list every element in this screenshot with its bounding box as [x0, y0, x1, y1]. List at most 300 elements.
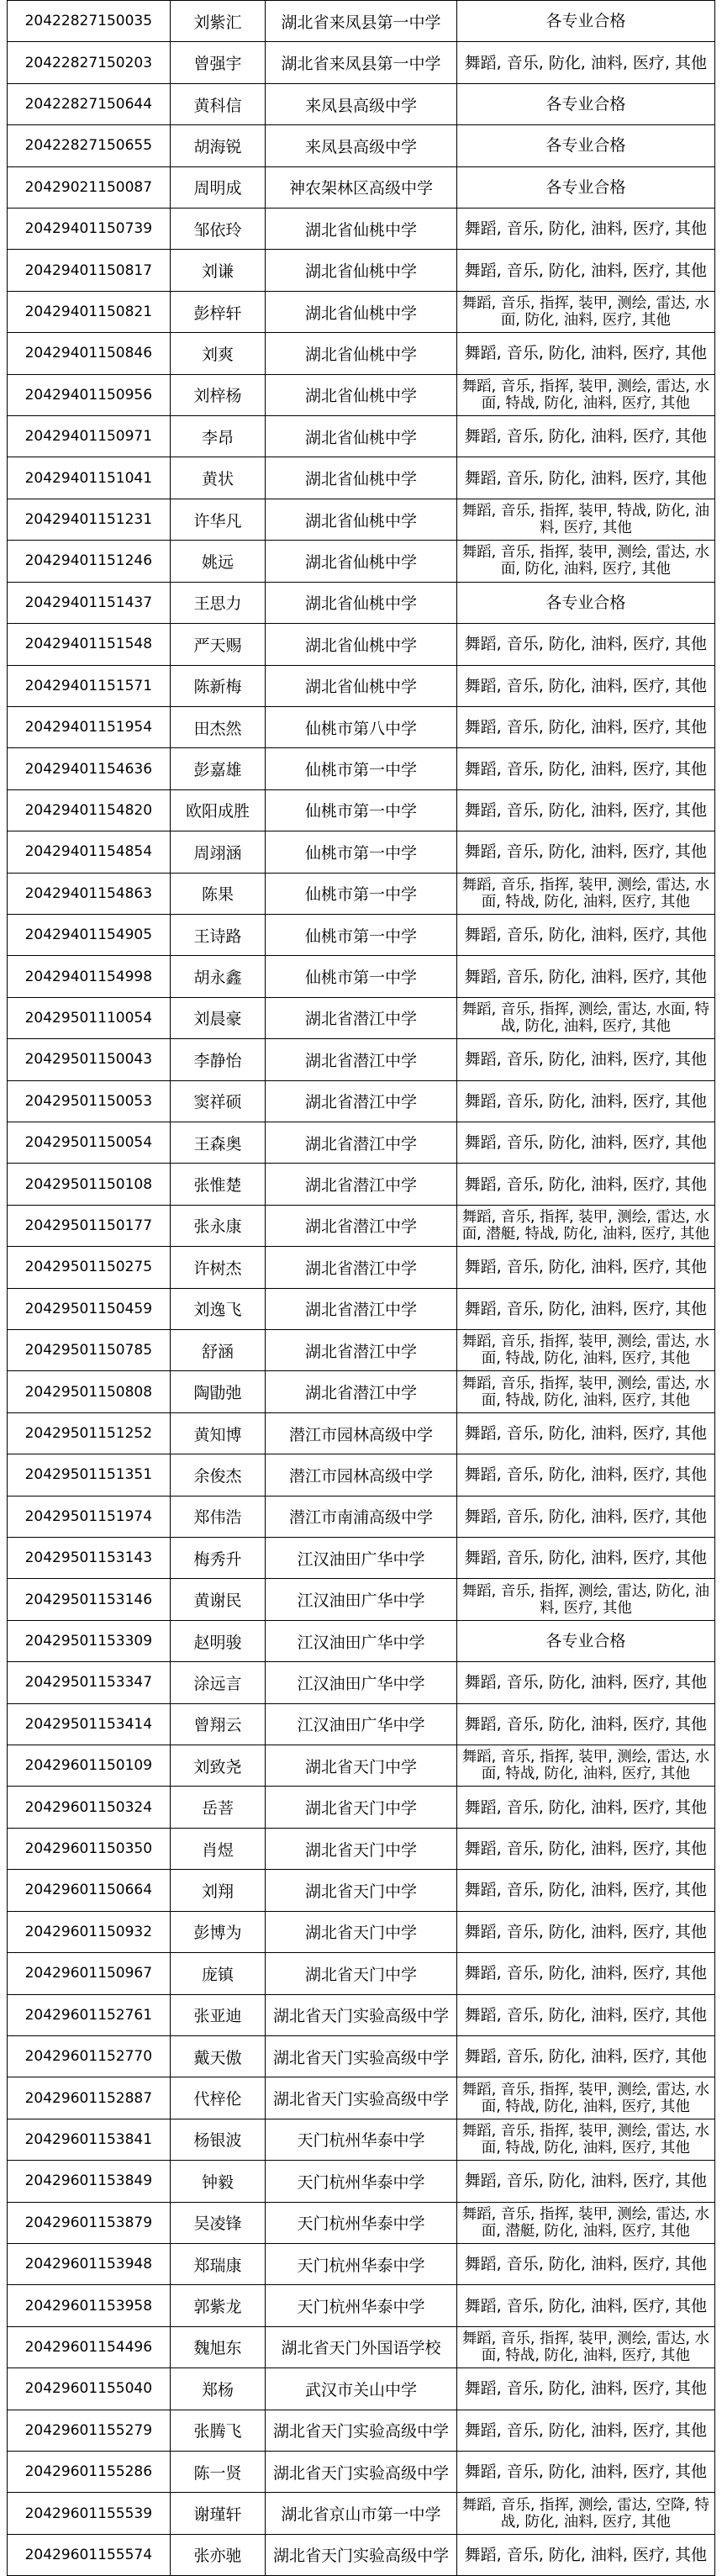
candidate-id-cell: 20429501150043: [8, 1039, 171, 1080]
candidate-id-cell: 20429501150785: [8, 1330, 171, 1371]
candidate-name-cell: 刘翔: [170, 1870, 266, 1911]
qualified-specialties-cell: 舞蹈, 音乐, 防化, 油料, 医疗, 其他: [456, 1122, 714, 1163]
table-row: [8, 42, 715, 83]
candidate-name-cell: 田杰然: [170, 706, 266, 747]
candidate-name-cell: 李静怡: [170, 1039, 266, 1080]
qualified-specialties-cell: 各专业合格: [456, 1, 714, 42]
table-row: [8, 83, 715, 124]
table-row: [8, 1039, 715, 1080]
qualified-specialties-cell: 舞蹈, 音乐, 防化, 油料, 医疗, 其他: [456, 1994, 714, 2035]
qualified-specialties-cell: 各专业合格: [456, 125, 714, 166]
candidate-id-cell: 20429021150087: [8, 166, 171, 208]
qualified-specialties-cell: 舞蹈, 音乐, 指挥, 装甲, 特战, 防化, 油料, 医疗, 其他: [456, 499, 714, 540]
candidate-name-cell: 谢瑾轩: [170, 2493, 266, 2534]
candidate-id-cell: 20429501150054: [8, 1122, 171, 1163]
candidate-name-cell: 涂远言: [170, 1662, 266, 1703]
candidate-name-cell: 刘爽: [170, 333, 266, 374]
school-cell: 湖北省仙桃中学: [266, 333, 456, 374]
table-row: [8, 209, 715, 250]
qualified-specialties-cell: 舞蹈, 音乐, 防化, 油料, 医疗, 其他: [456, 1288, 714, 1329]
table-row: [8, 2410, 715, 2451]
table-row: [8, 1538, 715, 1579]
candidate-name-cell: 刘致尧: [170, 1745, 266, 1787]
school-cell: 江汉油田广华中学: [266, 1703, 456, 1745]
qualified-specialties-cell: 舞蹈, 音乐, 指挥, 装甲, 测绘, 雷达, 水面, 潜艇, 防化, 油料, 医疗, 其他: [456, 2202, 714, 2243]
candidate-name-cell: 刘梓杨: [170, 374, 266, 415]
qualified-specialties-cell: 舞蹈, 音乐, 防化, 油料, 医疗, 其他: [456, 914, 714, 955]
candidate-name-cell: 陈一贤: [170, 2451, 266, 2492]
school-cell: 湖北省来凤县第一中学: [266, 1, 456, 42]
table-row: [8, 166, 715, 208]
school-cell: 湖北省仙桃中学: [266, 209, 456, 250]
school-cell: 湖北省潜江中学: [266, 997, 456, 1038]
candidate-id-cell: 20429601153841: [8, 2119, 171, 2160]
table-row: [8, 1412, 715, 1454]
candidate-name-cell: 舒涵: [170, 1330, 266, 1371]
table-row: [8, 2161, 715, 2202]
school-cell: 湖北省潜江中学: [266, 1080, 456, 1122]
qualified-specialties-cell: 舞蹈, 音乐, 指挥, 装甲, 测绘, 雷达, 水面, 特战, 防化, 油料, 医疗, 其他: [456, 873, 714, 914]
qualified-specialties-cell: 舞蹈, 音乐, 防化, 油料, 医疗, 其他: [456, 1538, 714, 1579]
candidate-id-cell: 20429401154636: [8, 748, 171, 789]
table-row: [8, 624, 715, 665]
qualified-specialties-cell: 舞蹈, 音乐, 指挥, 装甲, 测绘, 雷达, 水面, 潜艇, 特战, 防化, 油料, 医疗, 其他: [456, 1205, 714, 1246]
qualified-specialties-cell: 舞蹈, 音乐, 防化, 油料, 医疗, 其他: [456, 1703, 714, 1745]
candidate-id-cell: 20429501150808: [8, 1371, 171, 1412]
qualified-specialties-cell: 各专业合格: [456, 83, 714, 124]
school-cell: 湖北省潜江中学: [266, 1247, 456, 1288]
candidate-name-cell: 郑瑞康: [170, 2243, 266, 2284]
school-cell: 仙桃市第一中学: [266, 914, 456, 955]
school-cell: 湖北省天门中学: [266, 1911, 456, 1952]
school-cell: 仙桃市第一中学: [266, 789, 456, 831]
table-row: [8, 541, 715, 582]
qualified-specialties-cell: 舞蹈, 音乐, 指挥, 装甲, 测绘, 雷达, 水面, 特战, 防化, 油料, 医疗, 其他: [456, 374, 714, 415]
school-cell: 天门杭州华泰中学: [266, 2161, 456, 2202]
candidate-name-cell: 岳菩: [170, 1787, 266, 1828]
candidate-id-cell: 20429601153948: [8, 2243, 171, 2284]
candidate-name-cell: 许华凡: [170, 499, 266, 540]
school-cell: 湖北省天门中学: [266, 1870, 456, 1911]
candidate-id-cell: 20429601155040: [8, 2368, 171, 2410]
candidate-id-cell: 20429501150053: [8, 1080, 171, 1122]
candidate-name-cell: 周翊涵: [170, 831, 266, 873]
candidate-id-cell: 20422827150203: [8, 42, 171, 83]
table-row: [8, 1994, 715, 2035]
candidate-id-cell: 20422827150655: [8, 125, 171, 166]
school-cell: 湖北省天门外国语学校: [266, 2326, 456, 2367]
school-cell: 神农架林区高级中学: [266, 166, 456, 208]
candidate-name-cell: 李昂: [170, 416, 266, 457]
candidate-id-cell: 20429401154998: [8, 956, 171, 997]
qualified-specialties-cell: 舞蹈, 音乐, 防化, 油料, 医疗, 其他: [456, 1911, 714, 1952]
candidate-name-cell: 余俊杰: [170, 1454, 266, 1496]
qualified-specialties-cell: 舞蹈, 音乐, 指挥, 测绘, 雷达, 水面, 特战, 防化, 油料, 医疗, 其他: [456, 997, 714, 1038]
candidate-name-cell: 郑伟浩: [170, 1496, 266, 1537]
table-row: [8, 2368, 715, 2410]
candidate-name-cell: 王思力: [170, 582, 266, 623]
table-row: [8, 1579, 715, 1620]
table-row: [8, 1662, 715, 1703]
qualified-specialties-cell: 舞蹈, 音乐, 指挥, 装甲, 测绘, 雷达, 水面, 特战, 防化, 油料, 医疗, 其他: [456, 1330, 714, 1371]
qualified-specialties-cell: 舞蹈, 音乐, 防化, 油料, 医疗, 其他: [456, 748, 714, 789]
table-row: [8, 457, 715, 499]
school-cell: 湖北省来凤县第一中学: [266, 42, 456, 83]
candidate-name-cell: 肖煜: [170, 1828, 266, 1869]
table-row: [8, 1288, 715, 1329]
table-row: [8, 1164, 715, 1205]
qualified-specialties-cell: 舞蹈, 音乐, 防化, 油料, 医疗, 其他: [456, 2451, 714, 2492]
school-cell: 天门杭州华泰中学: [266, 2202, 456, 2243]
candidate-name-cell: 彭博为: [170, 1911, 266, 1952]
candidate-id-cell: 20429401151246: [8, 541, 171, 582]
school-cell: 湖北省仙桃中学: [266, 250, 456, 291]
candidate-name-cell: 魏旭东: [170, 2326, 266, 2367]
candidate-name-cell: 刘逸飞: [170, 1288, 266, 1329]
table-row: [8, 2077, 715, 2119]
school-cell: 湖北省潜江中学: [266, 1371, 456, 1412]
qualified-specialties-cell: 舞蹈, 音乐, 防化, 油料, 医疗, 其他: [456, 1039, 714, 1080]
qualified-specialties-cell: 舞蹈, 音乐, 指挥, 装甲, 测绘, 雷达, 水面, 特战, 防化, 油料, 医疗, 其他: [456, 1371, 714, 1412]
school-cell: 天门杭州华泰中学: [266, 2119, 456, 2160]
table-row: [8, 416, 715, 457]
qualified-specialties-cell: 舞蹈, 音乐, 防化, 油料, 医疗, 其他: [456, 624, 714, 665]
table-row: [8, 706, 715, 747]
qualified-specialties-cell: 舞蹈, 音乐, 防化, 油料, 医疗, 其他: [456, 2243, 714, 2284]
candidate-name-cell: 王诗路: [170, 914, 266, 955]
qualified-specialties-cell: 舞蹈, 音乐, 防化, 油料, 医疗, 其他: [456, 457, 714, 499]
school-cell: 湖北省潜江中学: [266, 1288, 456, 1329]
candidate-id-cell: 20429501153347: [8, 1662, 171, 1703]
school-cell: 湖北省京山市第一中学: [266, 2493, 456, 2534]
table-row: [8, 499, 715, 540]
candidate-name-cell: 黄科信: [170, 83, 266, 124]
candidate-id-cell: 20429601153958: [8, 2285, 171, 2326]
school-cell: 潜江市园林高级中学: [266, 1454, 456, 1496]
school-cell: 湖北省天门中学: [266, 1828, 456, 1869]
candidate-id-cell: 20429501151252: [8, 1412, 171, 1454]
school-cell: 仙桃市第一中学: [266, 956, 456, 997]
table-row: [8, 1330, 715, 1371]
school-cell: 天门杭州华泰中学: [266, 2243, 456, 2284]
qualified-specialties-cell: 各专业合格: [456, 166, 714, 208]
candidate-id-cell: 20429501151351: [8, 1454, 171, 1496]
school-cell: 湖北省潜江中学: [266, 1039, 456, 1080]
candidate-id-cell: 20429601150664: [8, 1870, 171, 1911]
candidate-name-cell: 郭紫龙: [170, 2285, 266, 2326]
candidate-id-cell: 20429601155279: [8, 2410, 171, 2451]
candidate-name-cell: 胡海锐: [170, 125, 266, 166]
candidate-id-cell: 20429501150108: [8, 1164, 171, 1205]
qualified-specialties-cell: 舞蹈, 音乐, 防化, 油料, 医疗, 其他: [456, 1787, 714, 1828]
candidate-name-cell: 周明成: [170, 166, 266, 208]
table-row: [8, 831, 715, 873]
candidate-id-cell: 20429401150971: [8, 416, 171, 457]
candidate-id-cell: 20429601150967: [8, 1953, 171, 1994]
candidate-id-cell: 20429401154905: [8, 914, 171, 955]
school-cell: 湖北省天门实验高级中学: [266, 2410, 456, 2451]
school-cell: 仙桃市第一中学: [266, 748, 456, 789]
table-row: [8, 1080, 715, 1122]
candidate-name-cell: 张永康: [170, 1205, 266, 1246]
school-cell: 湖北省潜江中学: [266, 1205, 456, 1246]
candidate-name-cell: 严天赐: [170, 624, 266, 665]
table-row: [8, 665, 715, 706]
table-row: [8, 2035, 715, 2077]
school-cell: 来凤县高级中学: [266, 83, 456, 124]
table-row: [8, 1953, 715, 1994]
candidate-name-cell: 姚远: [170, 541, 266, 582]
school-cell: 湖北省天门中学: [266, 1787, 456, 1828]
table-row: [8, 2202, 715, 2243]
table-row: [8, 2534, 715, 2575]
candidate-id-cell: 20429601152887: [8, 2077, 171, 2119]
candidate-name-cell: 欧阳成胜: [170, 789, 266, 831]
table-row: [8, 1745, 715, 1787]
school-cell: 湖北省天门实验高级中学: [266, 2035, 456, 2077]
candidate-name-cell: 陶勖弛: [170, 1371, 266, 1412]
table-row: [8, 1496, 715, 1537]
qualified-specialties-cell: 舞蹈, 音乐, 防化, 油料, 医疗, 其他: [456, 2410, 714, 2451]
school-cell: 仙桃市第八中学: [266, 706, 456, 747]
qualified-specialties-cell: 舞蹈, 音乐, 防化, 油料, 医疗, 其他: [456, 831, 714, 873]
candidate-id-cell: 20429601152761: [8, 1994, 171, 2035]
candidate-id-cell: 20422827150644: [8, 83, 171, 124]
school-cell: 天门杭州华泰中学: [266, 2285, 456, 2326]
candidate-name-cell: 许树杰: [170, 1247, 266, 1288]
school-cell: 湖北省仙桃中学: [266, 665, 456, 706]
candidate-id-cell: 20429401154863: [8, 873, 171, 914]
candidate-id-cell: 20429501153146: [8, 1579, 171, 1620]
school-cell: 仙桃市第一中学: [266, 831, 456, 873]
table-row: [8, 374, 715, 415]
candidate-id-cell: 20429501151974: [8, 1496, 171, 1537]
qualified-specialties-cell: 舞蹈, 音乐, 指挥, 装甲, 测绘, 雷达, 水面, 特战, 防化, 油料, 医疗, 其他: [456, 2077, 714, 2119]
candidate-id-cell: 20429601150932: [8, 1911, 171, 1952]
school-cell: 湖北省天门中学: [266, 1953, 456, 1994]
table-row: [8, 1122, 715, 1163]
candidate-id-cell: 20429601155286: [8, 2451, 171, 2492]
candidate-name-cell: 王森奥: [170, 1122, 266, 1163]
school-cell: 来凤县高级中学: [266, 125, 456, 166]
school-cell: 湖北省仙桃中学: [266, 541, 456, 582]
table-row: [8, 2326, 715, 2367]
candidate-id-cell: 20429401151571: [8, 665, 171, 706]
candidate-id-cell: 20429501150275: [8, 1247, 171, 1288]
candidate-name-cell: 彭嘉雄: [170, 748, 266, 789]
candidate-id-cell: 20429401151954: [8, 706, 171, 747]
qualified-specialties-cell: 舞蹈, 音乐, 防化, 油料, 医疗, 其他: [456, 789, 714, 831]
candidate-id-cell: 20429601150109: [8, 1745, 171, 1787]
qualified-specialties-cell: 舞蹈, 音乐, 防化, 油料, 医疗, 其他: [456, 333, 714, 374]
candidate-id-cell: 20429601150350: [8, 1828, 171, 1869]
candidate-id-cell: 20429501153143: [8, 1538, 171, 1579]
candidate-id-cell: 20429601152770: [8, 2035, 171, 2077]
qualified-specialties-cell: 舞蹈, 音乐, 指挥, 测绘, 雷达, 空降, 特战, 防化, 油料, 医疗, 其他: [456, 2493, 714, 2534]
table-row: [8, 748, 715, 789]
candidate-name-cell: 陈果: [170, 873, 266, 914]
qualified-specialties-cell: 舞蹈, 音乐, 防化, 油料, 医疗, 其他: [456, 2161, 714, 2202]
candidate-name-cell: 张惟楚: [170, 1164, 266, 1205]
table-row: [8, 2285, 715, 2326]
candidate-name-cell: 郑杨: [170, 2368, 266, 2410]
candidate-name-cell: 吴凌锋: [170, 2202, 266, 2243]
qualified-specialties-cell: 舞蹈, 音乐, 防化, 油料, 医疗, 其他: [456, 706, 714, 747]
qualified-specialties-cell: 舞蹈, 音乐, 指挥, 装甲, 测绘, 雷达, 水面, 特战, 防化, 油料, 医疗, 其他: [456, 2326, 714, 2367]
qualified-specialties-cell: 舞蹈, 音乐, 防化, 油料, 医疗, 其他: [456, 1247, 714, 1288]
candidate-id-cell: 20429401151548: [8, 624, 171, 665]
qualified-specialties-cell: 舞蹈, 音乐, 防化, 油料, 医疗, 其他: [456, 665, 714, 706]
candidate-name-cell: 黄状: [170, 457, 266, 499]
qualified-specialties-cell: 各专业合格: [456, 1620, 714, 1661]
candidate-name-cell: 梅秀升: [170, 1538, 266, 1579]
table-row: [8, 1911, 715, 1952]
qualified-specialties-cell: 舞蹈, 音乐, 防化, 油料, 医疗, 其他: [456, 209, 714, 250]
school-cell: 湖北省潜江中学: [266, 1330, 456, 1371]
qualified-specialties-cell: 舞蹈, 音乐, 指挥, 装甲, 测绘, 雷达, 水面, 特战, 防化, 油料, 医疗, 其他: [456, 2119, 714, 2160]
qualified-specialties-cell: 舞蹈, 音乐, 防化, 油料, 医疗, 其他: [456, 42, 714, 83]
candidate-name-cell: 张亦驰: [170, 2534, 266, 2575]
candidate-id-cell: 20429401150821: [8, 291, 171, 332]
school-cell: 湖北省天门中学: [266, 1745, 456, 1787]
candidate-name-cell: 黄知博: [170, 1412, 266, 1454]
candidate-name-cell: 代梓伦: [170, 2077, 266, 2119]
candidate-name-cell: 窦祥硕: [170, 1080, 266, 1122]
qualified-specialties-cell: 舞蹈, 音乐, 防化, 油料, 医疗, 其他: [456, 1828, 714, 1869]
table-row: [8, 1620, 715, 1661]
candidate-id-cell: 20429401154820: [8, 789, 171, 831]
candidate-id-cell: 20429401150846: [8, 333, 171, 374]
school-cell: 武汉市关山中学: [266, 2368, 456, 2410]
candidate-id-cell: 20429401150739: [8, 209, 171, 250]
qualified-specialties-cell: 舞蹈, 音乐, 防化, 油料, 医疗, 其他: [456, 1496, 714, 1537]
table-row: [8, 956, 715, 997]
candidate-id-cell: 20429601155539: [8, 2493, 171, 2534]
qualified-specialties-cell: 舞蹈, 音乐, 指挥, 装甲, 测绘, 雷达, 水面, 防化, 油料, 医疗, 其他: [456, 541, 714, 582]
qualified-specialties-cell: 舞蹈, 音乐, 防化, 油料, 医疗, 其他: [456, 2285, 714, 2326]
qualified-specialties-cell: 舞蹈, 音乐, 指挥, 测绘, 雷达, 防化, 油料, 医疗, 其他: [456, 1579, 714, 1620]
school-cell: 湖北省天门实验高级中学: [266, 2077, 456, 2119]
table-row: [8, 582, 715, 623]
candidate-name-cell: 彭梓轩: [170, 291, 266, 332]
candidate-id-cell: 20429401151437: [8, 582, 171, 623]
table-row: [8, 1703, 715, 1745]
candidate-id-cell: 20429501153309: [8, 1620, 171, 1661]
table-row: [8, 125, 715, 166]
candidate-id-cell: 20429401150956: [8, 374, 171, 415]
table-row: [8, 1247, 715, 1288]
table-row: [8, 291, 715, 332]
school-cell: 湖北省天门实验高级中学: [266, 2451, 456, 2492]
candidate-name-cell: 张腾飞: [170, 2410, 266, 2451]
table-row: [8, 914, 715, 955]
candidate-name-cell: 陈新梅: [170, 665, 266, 706]
candidate-id-cell: 20429401154854: [8, 831, 171, 873]
school-cell: 湖北省仙桃中学: [266, 457, 456, 499]
candidate-name-cell: 张亚迪: [170, 1994, 266, 2035]
school-cell: 湖北省潜江中学: [266, 1164, 456, 1205]
qualification-table: [7, 0, 715, 2576]
candidate-name-cell: 胡永鑫: [170, 956, 266, 997]
school-cell: 江汉油田广华中学: [266, 1538, 456, 1579]
table-body: [8, 1, 715, 2576]
qualified-specialties-cell: 舞蹈, 音乐, 防化, 油料, 医疗, 其他: [456, 956, 714, 997]
candidate-id-cell: 20429501150177: [8, 1205, 171, 1246]
school-cell: 湖北省天门实验高级中学: [266, 1994, 456, 2035]
school-cell: 湖北省仙桃中学: [266, 374, 456, 415]
table-row: [8, 789, 715, 831]
table-row: [8, 2451, 715, 2492]
candidate-id-cell: 20429401150817: [8, 250, 171, 291]
candidate-id-cell: 20422827150035: [8, 1, 171, 42]
candidate-id-cell: 20429601153849: [8, 2161, 171, 2202]
candidate-id-cell: 20429401151231: [8, 499, 171, 540]
candidate-id-cell: 20429601155574: [8, 2534, 171, 2575]
school-cell: 湖北省潜江中学: [266, 1122, 456, 1163]
table-row: [8, 333, 715, 374]
table-row: [8, 873, 715, 914]
school-cell: 潜江市园林高级中学: [266, 1412, 456, 1454]
qualified-specialties-cell: 舞蹈, 音乐, 防化, 油料, 医疗, 其他: [456, 2534, 714, 2575]
candidate-name-cell: 邹依玲: [170, 209, 266, 250]
candidate-id-cell: 20429601153879: [8, 2202, 171, 2243]
candidate-id-cell: 20429501153414: [8, 1703, 171, 1745]
candidate-id-cell: 20429501150459: [8, 1288, 171, 1329]
qualified-specialties-cell: 舞蹈, 音乐, 防化, 油料, 医疗, 其他: [456, 2368, 714, 2410]
qualified-specialties-cell: 舞蹈, 音乐, 防化, 油料, 医疗, 其他: [456, 1870, 714, 1911]
school-cell: 湖北省仙桃中学: [266, 582, 456, 623]
table-row: [8, 1, 715, 42]
school-cell: 湖北省仙桃中学: [266, 499, 456, 540]
candidate-name-cell: 刘晨豪: [170, 997, 266, 1038]
candidate-name-cell: 刘谦: [170, 250, 266, 291]
school-cell: 湖北省天门实验高级中学: [266, 2534, 456, 2575]
qualified-specialties-cell: 各专业合格: [456, 582, 714, 623]
candidate-name-cell: 刘紫汇: [170, 1, 266, 42]
qualified-specialties-cell: 舞蹈, 音乐, 防化, 油料, 医疗, 其他: [456, 1080, 714, 1122]
candidate-name-cell: 庞镇: [170, 1953, 266, 1994]
candidate-name-cell: 曾强宇: [170, 42, 266, 83]
qualified-specialties-cell: 舞蹈, 音乐, 防化, 油料, 医疗, 其他: [456, 250, 714, 291]
candidate-id-cell: 20429401151041: [8, 457, 171, 499]
table-row: [8, 1870, 715, 1911]
school-cell: 湖北省仙桃中学: [266, 416, 456, 457]
candidate-id-cell: 20429501110054: [8, 997, 171, 1038]
table-row: [8, 1787, 715, 1828]
candidate-id-cell: 20429601150324: [8, 1787, 171, 1828]
school-cell: 湖北省仙桃中学: [266, 624, 456, 665]
qualified-specialties-cell: 舞蹈, 音乐, 防化, 油料, 医疗, 其他: [456, 2035, 714, 2077]
table-row: [8, 2243, 715, 2284]
qualified-specialties-cell: 舞蹈, 音乐, 指挥, 装甲, 测绘, 雷达, 水面, 防化, 油料, 医疗, 其他: [456, 291, 714, 332]
candidate-name-cell: 黄谢民: [170, 1579, 266, 1620]
qualified-specialties-cell: 舞蹈, 音乐, 防化, 油料, 医疗, 其他: [456, 416, 714, 457]
school-cell: 江汉油田广华中学: [266, 1620, 456, 1661]
table-row: [8, 2493, 715, 2534]
school-cell: 湖北省仙桃中学: [266, 291, 456, 332]
school-cell: 仙桃市第一中学: [266, 873, 456, 914]
school-cell: 江汉油田广华中学: [266, 1662, 456, 1703]
qualified-specialties-cell: 舞蹈, 音乐, 防化, 油料, 医疗, 其他: [456, 1953, 714, 1994]
qualified-specialties-cell: 舞蹈, 音乐, 指挥, 装甲, 测绘, 雷达, 水面, 特战, 防化, 油料, 医疗, 其他: [456, 1745, 714, 1787]
qualified-specialties-cell: 舞蹈, 音乐, 防化, 油料, 医疗, 其他: [456, 1164, 714, 1205]
candidate-name-cell: 钟毅: [170, 2161, 266, 2202]
candidate-name-cell: 杨银波: [170, 2119, 266, 2160]
qualified-specialties-cell: 舞蹈, 音乐, 防化, 油料, 医疗, 其他: [456, 1454, 714, 1496]
candidate-name-cell: 曾翔云: [170, 1703, 266, 1745]
table-row: [8, 1371, 715, 1412]
table-row: [8, 1828, 715, 1869]
